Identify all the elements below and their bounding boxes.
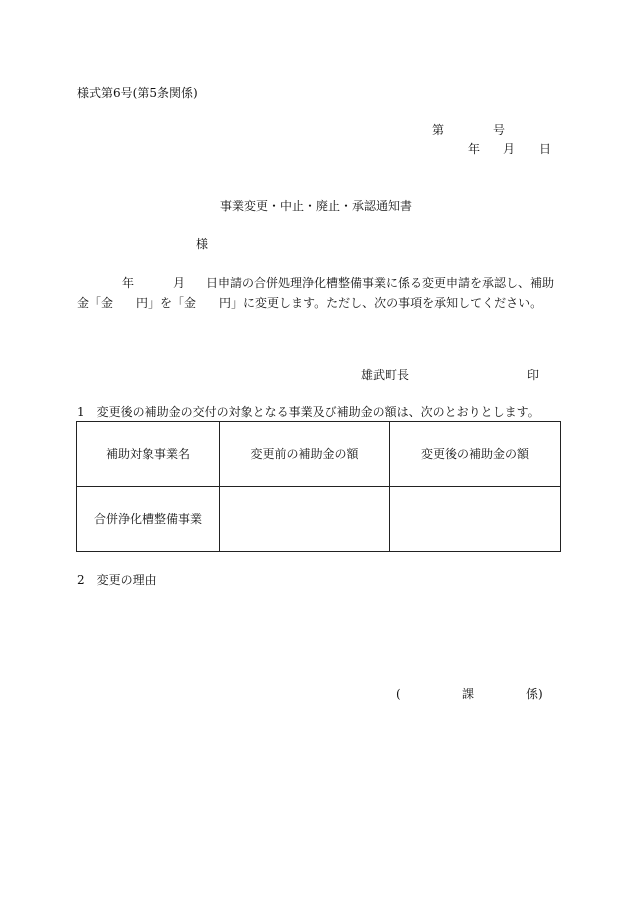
document-number-suffix: 号 — [493, 123, 506, 137]
footer-open-paren: ( — [396, 687, 401, 701]
issuer-name: 雄武町長 — [361, 368, 410, 382]
addressee-suffix: 様 — [196, 237, 209, 251]
table-header-amount-after: 変更後の補助金の額 — [390, 422, 561, 487]
table-row — [77, 487, 561, 552]
date-month: 月 — [503, 142, 516, 156]
footer-section-label: 課 — [462, 687, 475, 701]
table-cell-amount-before — [220, 487, 390, 552]
paragraph-month: 月 — [173, 276, 186, 290]
seal-mark: 印 — [527, 368, 540, 382]
footer-staff-label: 係) — [526, 687, 543, 701]
document-title: 事業変更・中止・廃止・承認通知書 — [220, 199, 413, 213]
table-cell-amount-after — [390, 487, 561, 552]
paragraph-amount-after-label: 円」を「金 — [136, 296, 197, 310]
table-header-project-name: 補助対象事業名 — [77, 422, 220, 487]
paragraph-line-1-text: 日申請の合併処理浄化槽整備事業に係る変更申請を承認し、補助 — [206, 276, 555, 290]
paragraph-line-2 — [77, 293, 557, 313]
paragraph-year: 年 — [122, 276, 135, 290]
form-number: 様式第6号(第5条関係) — [77, 86, 198, 100]
table-cell-project-name: 合併浄化槽整備事業 — [77, 487, 220, 552]
document-number-prefix: 第 — [432, 123, 445, 137]
notice-paragraph — [77, 273, 557, 313]
subsidy-table — [76, 421, 561, 552]
paragraph-amount-before-label: 金「金 — [77, 296, 114, 310]
table-header-row — [77, 422, 561, 487]
table-header-amount-before: 変更前の補助金の額 — [220, 422, 390, 487]
paragraph-line-1 — [77, 273, 557, 293]
section-1-text: 1 変更後の補助金の交付の対象となる事業及び補助金の額は、次のとおりとします。 — [77, 405, 540, 419]
date-year: 年 — [468, 142, 481, 156]
date-day: 日 — [539, 142, 552, 156]
section-2-text: 2 変更の理由 — [77, 573, 157, 587]
paragraph-line-2-text: 円」に変更します。ただし、次の事項を承知してください。 — [219, 296, 543, 310]
